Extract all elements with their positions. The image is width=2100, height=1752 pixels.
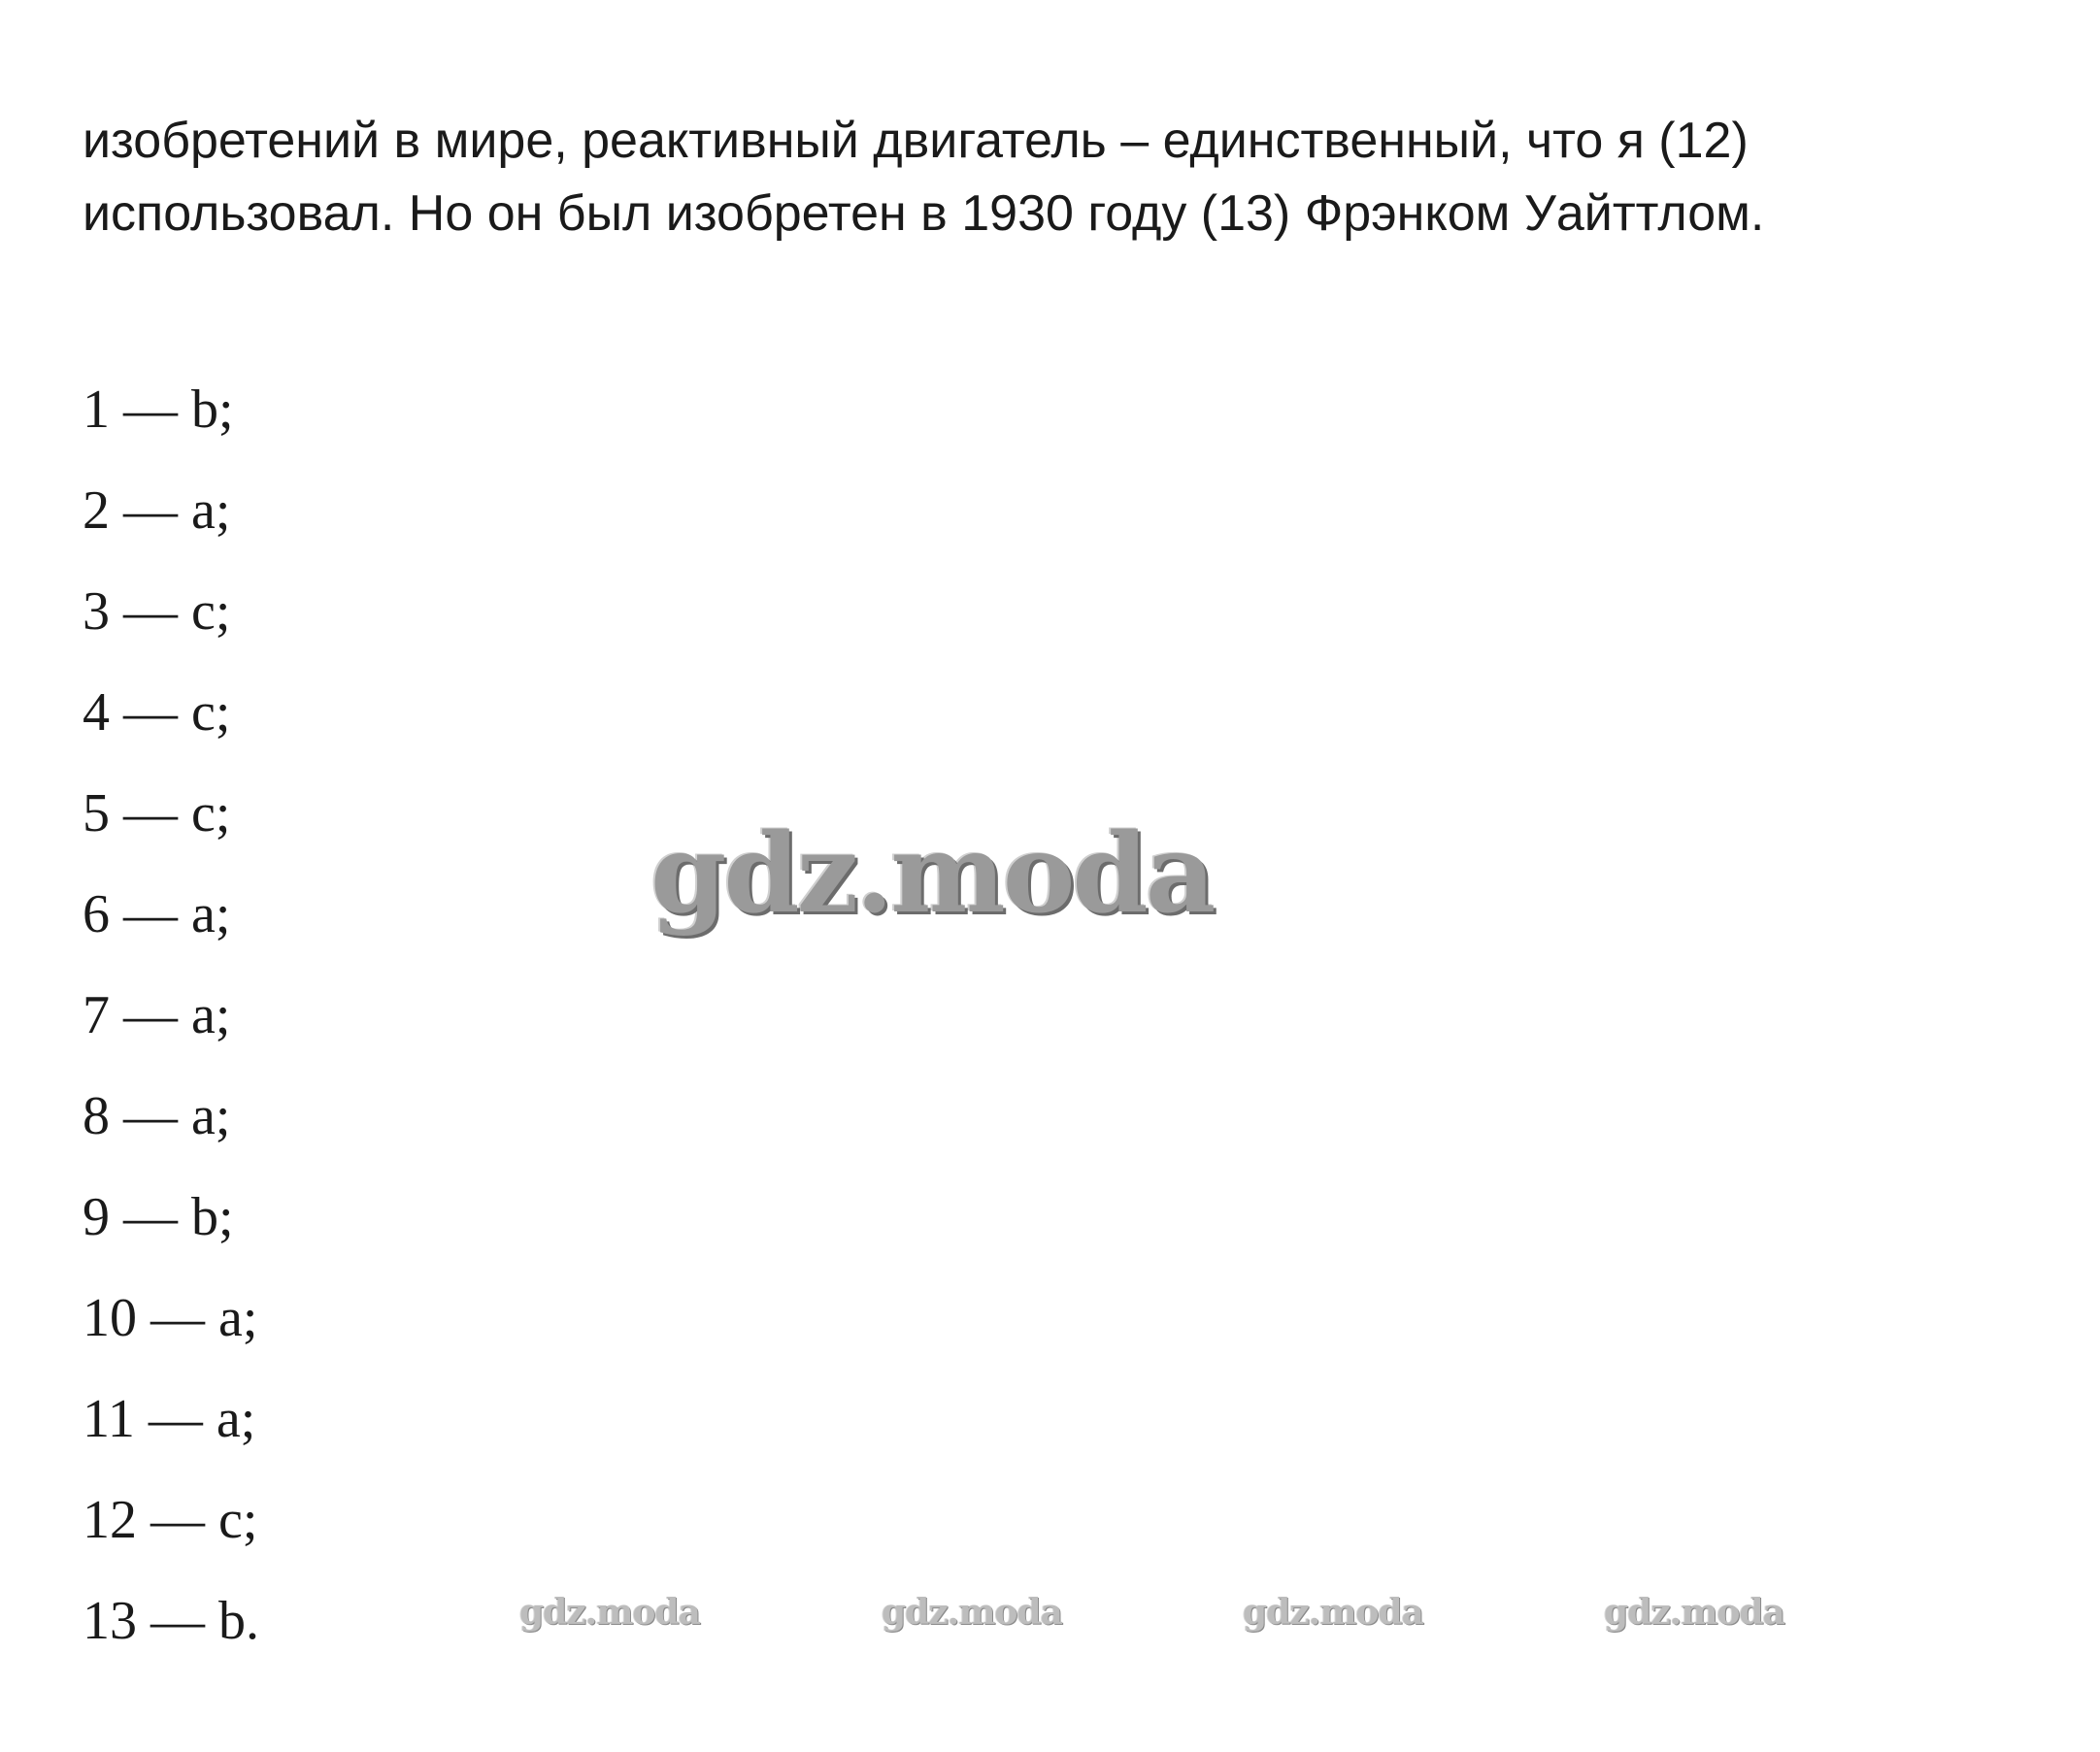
answer-item: 13 — b. [83, 1591, 259, 1651]
answer-item: 3 — c; [83, 581, 231, 642]
answer-item: 8 — a; [83, 1086, 231, 1146]
answer-item: 5 — c; [83, 783, 231, 843]
watermark-main: gdz.moda [650, 810, 1214, 938]
answer-item: 7 — a; [83, 985, 231, 1045]
watermark-small: gdz.moda [1243, 1592, 1423, 1633]
intro-paragraph [83, 105, 2024, 250]
watermark-small: gdz.moda [519, 1592, 700, 1633]
answer-item: 1 — b; [83, 380, 234, 440]
answer-item: 9 — b; [83, 1187, 234, 1247]
intro-line-1: изобретений в мире, реактивный двигатель – единственный, что я (12) [83, 113, 1749, 169]
answer-item: 2 — a; [83, 480, 231, 541]
answer-item: 6 — a; [83, 884, 231, 944]
answer-item: 12 — c; [83, 1490, 258, 1550]
answer-item: 11 — a; [83, 1389, 256, 1449]
watermark-small: gdz.moda [1604, 1592, 1784, 1633]
answer-list [83, 369, 259, 1681]
answer-item: 4 — c; [83, 682, 231, 743]
answer-item: 10 — a; [83, 1288, 258, 1348]
watermark-small: gdz.moda [882, 1592, 1062, 1633]
intro-line-2: использовал. Но он был изобретен в 1930 году (13) Фрэнком Уайттлом. [83, 185, 1765, 242]
